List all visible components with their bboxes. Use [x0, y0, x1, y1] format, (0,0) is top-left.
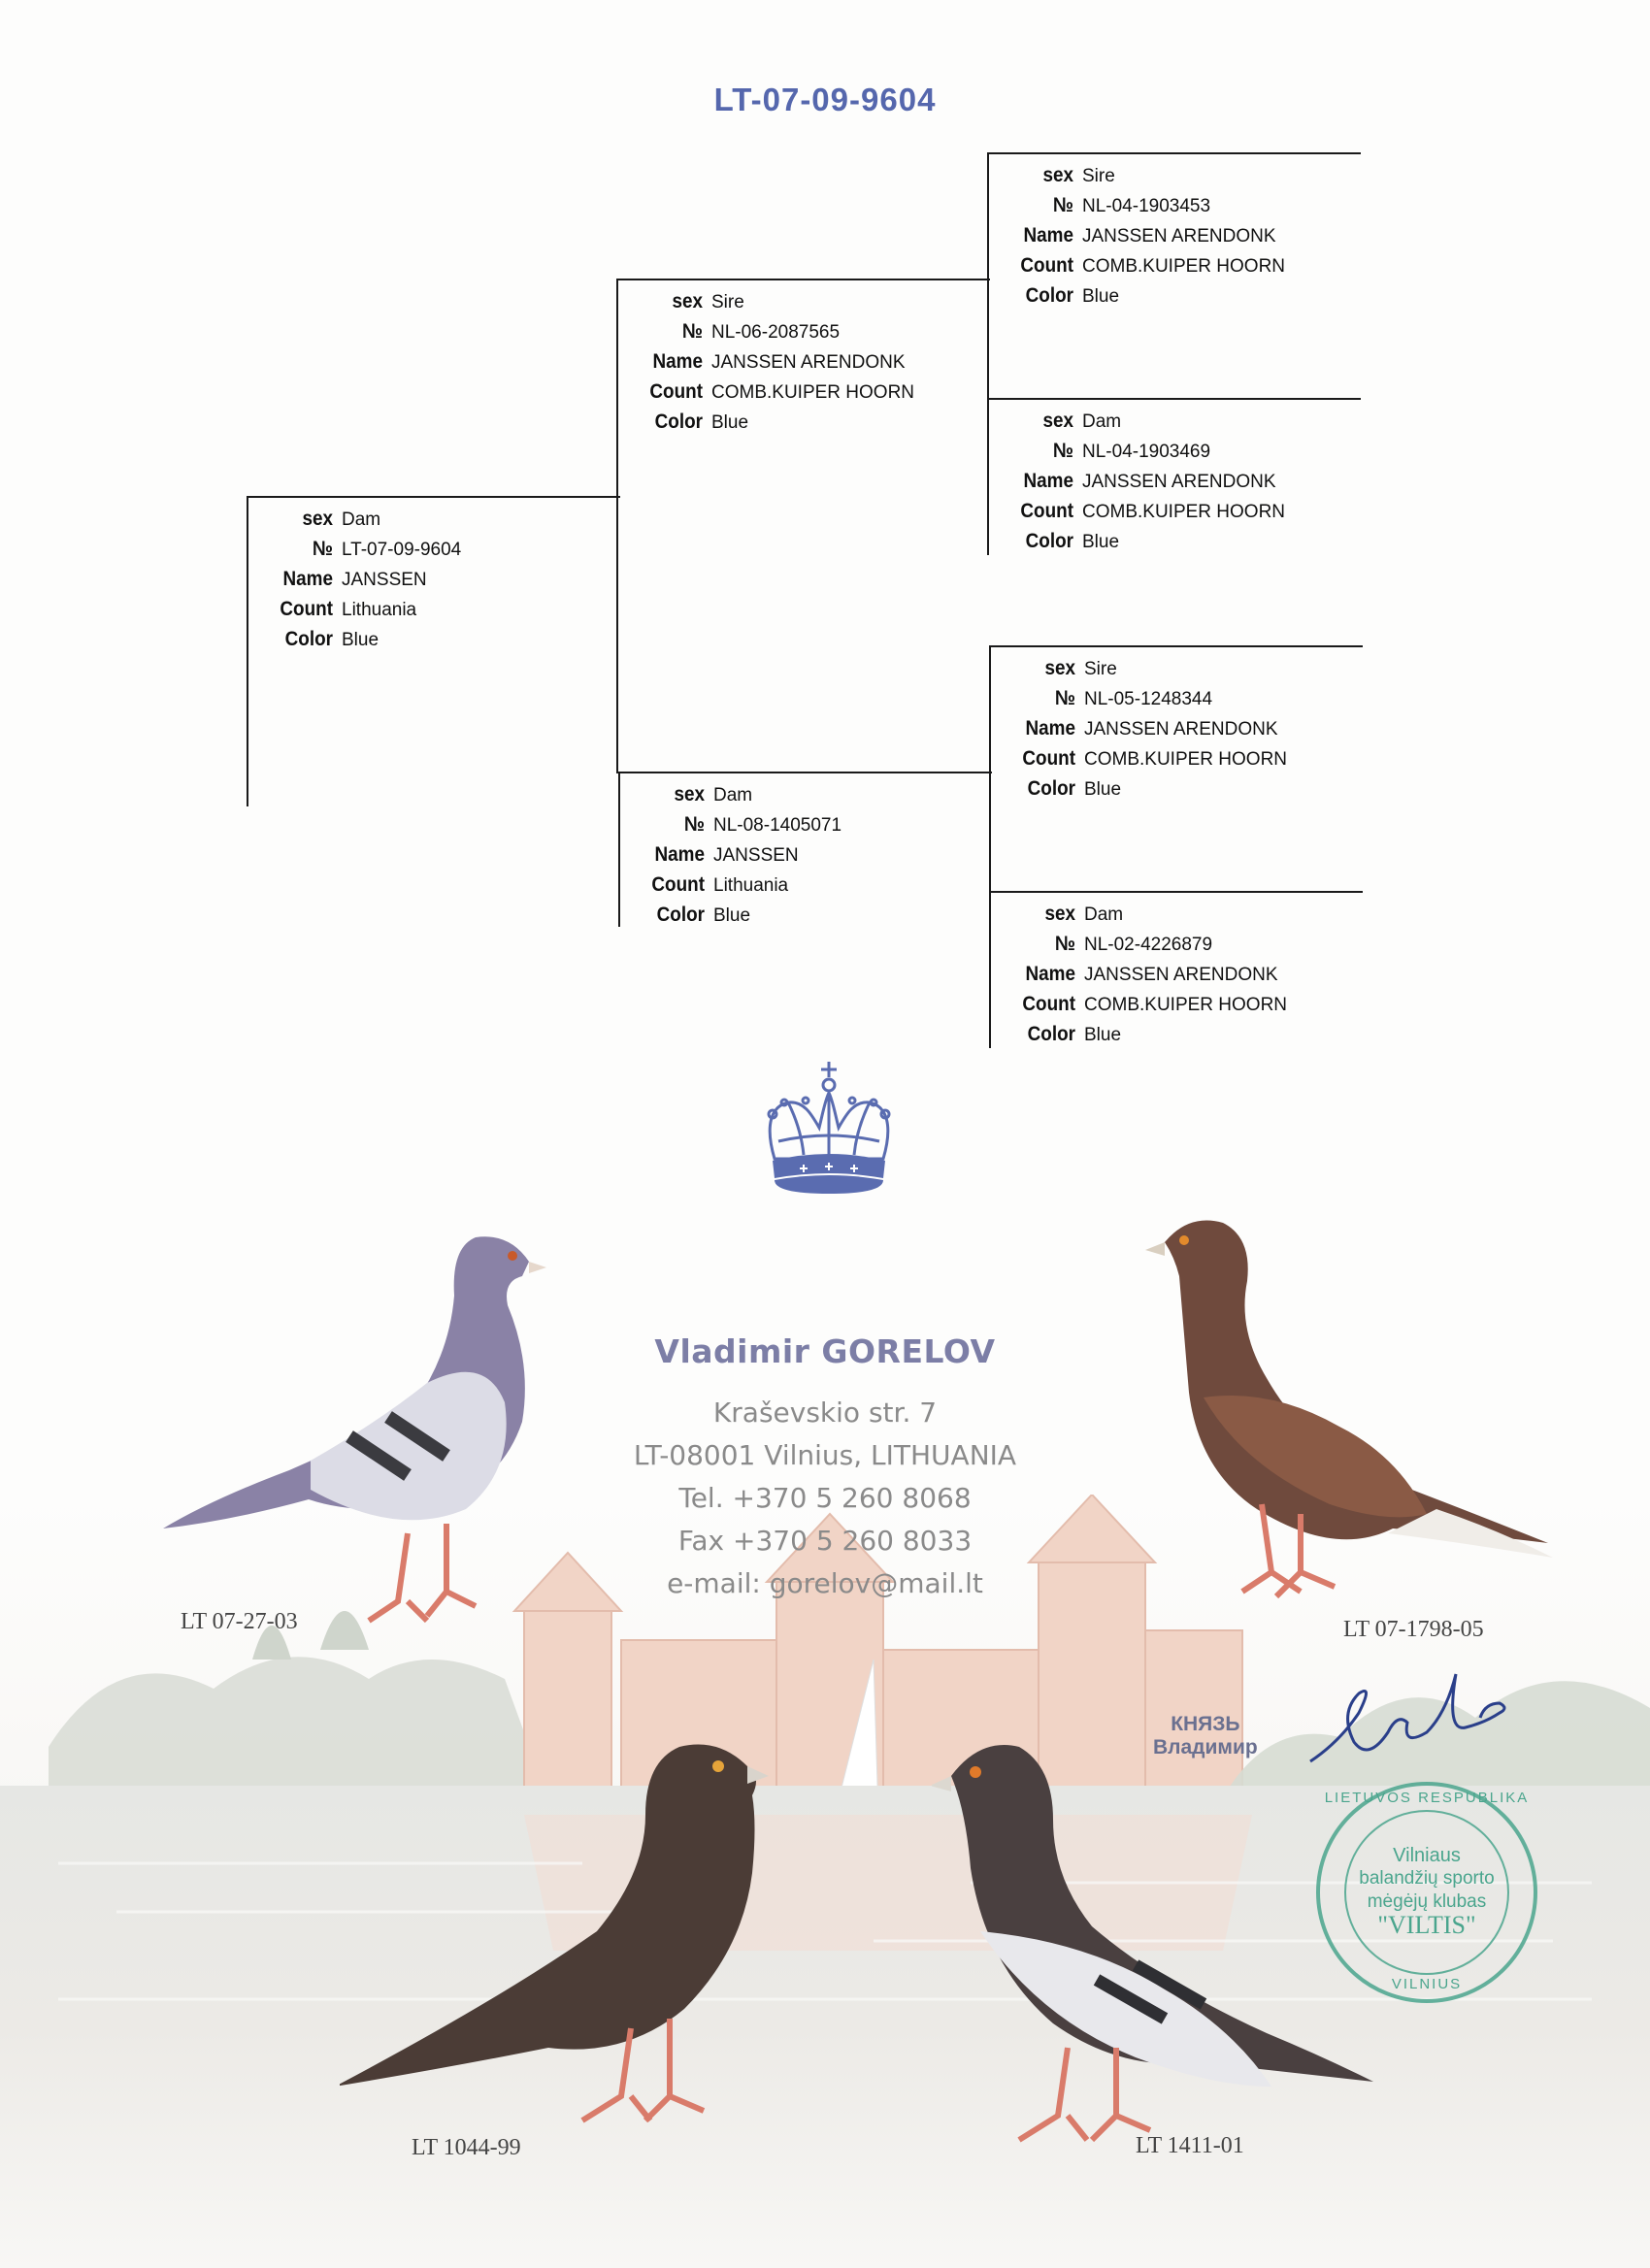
label-count: Count: [651, 873, 705, 896]
value-color: Blue: [711, 412, 749, 433]
value-color: Blue: [1082, 532, 1120, 552]
value-name: JANSSEN: [713, 845, 799, 866]
value-count: Lithuania: [713, 875, 789, 896]
stamp-ring-top: LIETUVOS RESPUBLIKA: [1324, 1790, 1530, 1806]
label-count: Count: [1020, 254, 1073, 277]
label-count: Count: [1022, 747, 1075, 770]
pigeon-icon: [340, 1737, 786, 2193]
pedigree-box-dam-dam: [989, 891, 1363, 1048]
value-sex: Sire: [1082, 166, 1115, 186]
value-sex: Dam: [342, 509, 381, 530]
label-sex: sex: [1044, 657, 1075, 679]
label-color: Color: [654, 411, 703, 433]
label-count: Count: [1020, 500, 1073, 522]
pedigree-box-sire-sire: [987, 152, 1361, 400]
label-color: Color: [1027, 777, 1075, 800]
label-name: Name: [652, 350, 703, 373]
value-count: COMB.KUIPER HOORN: [1084, 995, 1288, 1015]
breeder-email: e-mail: gorelov@mail.lt: [667, 1567, 983, 1599]
value-color: Blue: [1084, 1025, 1122, 1045]
signature-icon: [1301, 1655, 1524, 1781]
value-no: NL-04-1903453: [1082, 196, 1211, 216]
stamp-line3: mėgėjų klubas: [1367, 1891, 1487, 1912]
label-color: Color: [1025, 284, 1073, 307]
value-count: COMB.KUIPER HOORN: [1082, 256, 1286, 277]
label-no: №: [1052, 194, 1073, 216]
stamp-line4: "VILTIS": [1377, 1911, 1476, 1939]
value-no: NL-04-1903469: [1082, 442, 1211, 462]
breeder-fax: Fax +370 5 260 8033: [677, 1525, 973, 1557]
stamp-icon: [1310, 1776, 1543, 2009]
label-no: №: [1054, 933, 1075, 955]
label-color: Color: [284, 628, 333, 650]
label-no: №: [1052, 440, 1073, 462]
value-count: Lithuania: [342, 600, 417, 620]
stamp-ring-bottom: VILNIUS: [1391, 1976, 1463, 1992]
value-color: Blue: [1084, 779, 1122, 800]
signature-text-line2: Владимир: [1153, 1736, 1258, 1759]
value-sex: Dam: [1082, 411, 1122, 432]
photo-label-top-left: LT 07-27-03: [181, 1609, 298, 1634]
value-sex: Dam: [1084, 904, 1124, 925]
pedigree-box-subject: [247, 496, 620, 806]
label-name: Name: [1023, 470, 1073, 492]
label-color: Color: [1025, 530, 1073, 552]
pigeon-icon: [155, 1213, 573, 1650]
photo-label-bottom-left: LT 1044-99: [412, 2135, 521, 2160]
label-no: №: [681, 320, 703, 343]
label-name: Name: [1025, 717, 1075, 740]
value-no: NL-05-1248344: [1084, 689, 1213, 709]
value-color: Blue: [342, 630, 380, 650]
label-color: Color: [656, 904, 705, 926]
label-count: Count: [649, 380, 703, 403]
label-no: №: [683, 813, 705, 836]
value-color: Blue: [713, 905, 751, 926]
pigeon-icon: [1145, 1213, 1601, 1660]
label-sex: sex: [674, 783, 705, 805]
signature-text-line1: КНЯЗЬ: [1171, 1713, 1240, 1735]
label-color: Color: [1027, 1023, 1075, 1045]
value-color: Blue: [1082, 286, 1120, 307]
value-count: COMB.KUIPER HOORN: [1082, 502, 1286, 522]
label-sex: sex: [1044, 903, 1075, 925]
photo-label-bottom-right: LT 1411-01: [1136, 2133, 1244, 2158]
label-no: №: [1054, 687, 1075, 709]
value-count: COMB.KUIPER HOORN: [711, 382, 915, 403]
label-sex: sex: [1042, 410, 1073, 432]
value-name: JANSSEN ARENDONK: [1084, 965, 1278, 985]
value-no: NL-02-4226879: [1084, 935, 1213, 955]
label-name: Name: [654, 843, 705, 866]
pedigree-box-dam-sire: [989, 645, 1363, 893]
label-name: Name: [1025, 963, 1075, 985]
pedigree-title: LT-07-09-9604: [713, 82, 937, 117]
label-count: Count: [1022, 993, 1075, 1015]
stamp-line2: balandžių sporto: [1359, 1868, 1495, 1889]
value-sex: Dam: [713, 785, 753, 805]
breeder-info: [563, 1332, 1087, 1605]
crown-icon: [761, 1058, 897, 1199]
breeder-name: Vladimir GORELOV: [654, 1332, 996, 1370]
value-name: JANSSEN ARENDONK: [1082, 472, 1276, 492]
signature-text: [1153, 1713, 1258, 1759]
value-no: NL-06-2087565: [711, 322, 841, 343]
label-name: Name: [1023, 224, 1073, 247]
value-sex: Sire: [711, 292, 744, 312]
label-sex: sex: [302, 508, 333, 530]
pedigree-box-sire-dam: [987, 398, 1361, 555]
value-count: COMB.KUIPER HOORN: [1084, 749, 1288, 770]
pedigree-box-sire: [616, 279, 990, 773]
label-sex: sex: [672, 290, 703, 312]
breeder-tel: Tel. +370 5 260 8068: [678, 1482, 972, 1514]
label-count: Count: [280, 598, 333, 620]
breeder-city: LT-08001 Vilnius, LITHUANIA: [633, 1439, 1017, 1471]
breeder-street: Kraševskio str. 7: [712, 1397, 938, 1429]
value-name: JANSSEN ARENDONK: [1084, 719, 1278, 740]
stamp-line1: Vilniaus: [1393, 1845, 1461, 1866]
label-sex: sex: [1042, 164, 1073, 186]
value-name: JANSSEN ARENDONK: [711, 352, 906, 373]
pedigree-box-dam: [618, 772, 992, 927]
value-sex: Sire: [1084, 659, 1117, 679]
value-name: JANSSEN ARENDONK: [1082, 226, 1276, 247]
photo-label-top-right: LT 07-1798-05: [1343, 1617, 1484, 1642]
label-no: №: [312, 538, 333, 560]
value-no: NL-08-1405071: [713, 815, 842, 836]
value-no: LT-07-09-9604: [342, 540, 462, 560]
label-name: Name: [282, 568, 333, 590]
value-name: JANSSEN: [342, 570, 427, 590]
